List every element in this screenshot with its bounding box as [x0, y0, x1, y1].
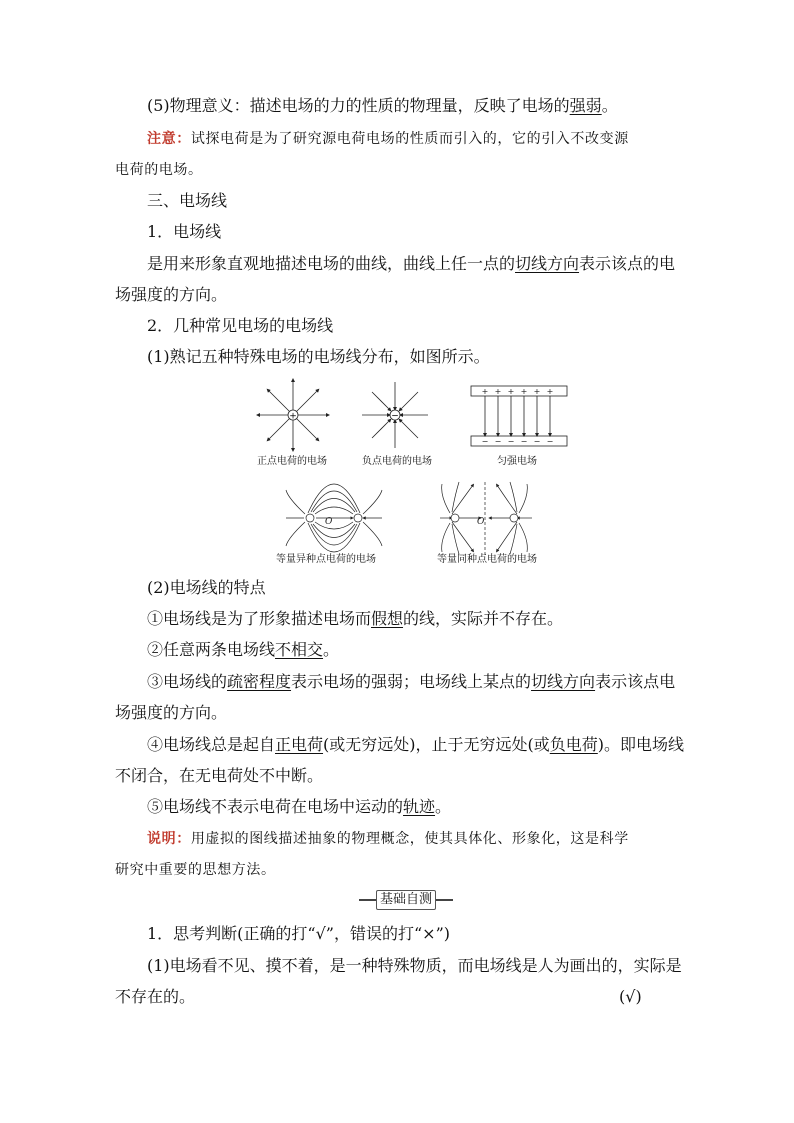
text: 表示电场的强弱；电场线上某点的	[291, 672, 532, 691]
svg-text:+: +	[494, 387, 502, 396]
opposite-charges-diagram	[286, 484, 382, 552]
svg-text:+: +	[520, 387, 528, 396]
punct: 。	[601, 96, 618, 115]
note-2-line-2: 研究中重要的思想方法。	[115, 862, 276, 878]
svg-text:+: +	[533, 387, 541, 396]
caption-opposite: 等量异种点电荷的电场	[276, 554, 376, 565]
text: ⑤电场线不表示电荷在电场中运动的	[147, 797, 404, 816]
text: 表示该点的电	[579, 254, 676, 273]
text: 的线，实际并不存在。	[403, 609, 564, 628]
question-1-1-answer: (√)	[619, 987, 642, 1006]
text: )。即电场线	[597, 735, 685, 754]
feature-3-line-1	[147, 672, 675, 692]
svg-text:−: −	[494, 437, 502, 446]
text: ②任意两条电场线	[147, 640, 276, 659]
feature-5	[147, 797, 451, 817]
positive-sign: +	[289, 411, 297, 422]
text: 。	[323, 640, 340, 659]
dipole-origin-label: O	[325, 517, 333, 527]
feature-3-line-2: 场强度的方向。	[115, 703, 228, 722]
note-1-line-2: 电荷的电场。	[115, 162, 203, 178]
underlined-term: 切线方向	[531, 672, 596, 691]
question-1-title: 1．思考判断(正确的打“√”，错误的打“×”)	[147, 924, 450, 943]
underlined-term: 不相交	[275, 640, 324, 659]
text: 表示该点电	[595, 672, 676, 691]
negative-sign: −	[391, 411, 399, 422]
underlined-term: 切线方向	[515, 254, 580, 273]
note-text: 用虚拟的图线描述抽象的物理概念，使其具体化、形象化，这是科学	[190, 831, 629, 847]
underlined-term: 负电荷	[549, 735, 598, 754]
s1-body-line-2: 场强度的方向。	[115, 285, 228, 304]
svg-text:−: −	[481, 437, 489, 446]
feature-2	[147, 640, 339, 660]
point-5-text: (5)物理意义：描述电场的力的性质的物理量，反映了电场的	[147, 96, 570, 115]
text: ③电场线的	[147, 672, 228, 691]
text: 。	[435, 797, 452, 816]
underlined-term: 假想	[371, 609, 404, 628]
feature-4-line-2: 不闭合，在无电荷处不中断。	[115, 766, 324, 785]
svg-text:−: −	[507, 437, 515, 446]
feature-4-line-1	[147, 735, 684, 755]
like-origin-label: O	[477, 517, 485, 527]
section-badge	[359, 890, 453, 910]
caption-positive: 正点电荷的电场	[257, 456, 327, 467]
text: 是用来形象直观地描述电场的曲线，曲线上任一点的	[147, 254, 516, 273]
note-label: 说明：	[147, 831, 191, 847]
question-1-1-line-2: 不存在的。	[115, 987, 196, 1006]
feature-1	[147, 609, 563, 629]
note-text: 试探电荷是为了研究源电荷电场的性质而引入的，它的引入不改变源	[190, 131, 629, 147]
text: ④电场线总是起自	[147, 735, 276, 754]
like-charges-diagram	[440, 482, 532, 555]
underlined-term: 强弱	[569, 96, 602, 115]
svg-text:+: +	[507, 387, 515, 396]
svg-text:+: +	[546, 387, 554, 396]
underlined-term: 疏密程度	[227, 672, 292, 691]
svg-text:+: +	[481, 387, 489, 396]
underlined-term: 轨迹	[403, 797, 436, 816]
question-1-1-line-1: (1)电场看不见、摸不着，是一种特殊物质，而电场线是人为画出的，实际是	[147, 956, 682, 975]
badge-label: 基础自测	[376, 890, 436, 910]
text: ①电场线是为了形象描述电场而	[147, 609, 372, 628]
underlined-term: 正电荷	[275, 735, 324, 754]
note-2-line-1	[147, 829, 629, 849]
subsection-1-title: 1．电场线	[147, 222, 222, 241]
note-label: 注意：	[147, 131, 191, 147]
text: (或无穷远处)，止于无穷远处(或	[323, 735, 550, 754]
subsection-2-title: 2．几种常见电场的电场线	[147, 316, 334, 335]
caption-like: 等量同种点电荷的电场	[437, 554, 537, 565]
caption-negative: 负点电荷的电场	[362, 456, 432, 467]
section-title: 三、电场线	[147, 191, 228, 210]
svg-text:−: −	[520, 437, 528, 446]
svg-text:−: −	[533, 437, 541, 446]
svg-text:−: −	[546, 437, 554, 446]
s2-item-1: (1)熟记五种特殊电场的电场线分布，如图所示。	[147, 347, 490, 366]
caption-uniform: 匀强电场	[497, 456, 537, 467]
s2-item-2: (2)电场线的特点	[147, 578, 266, 597]
